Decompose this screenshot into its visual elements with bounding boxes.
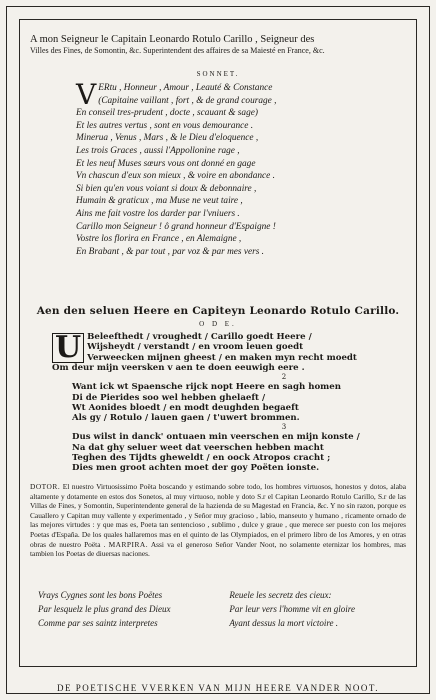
verse-line: Comme par ses saintz interpretes [38,618,158,628]
commentary-text: Assi va el generoso Señor Vander Noot, no solamente eternizar los hombres, mas tambien los Poetas de diuersas naciones. [30,539,407,559]
verse-line: Wt Aonides bloedt / en modt deughden begaeft [72,402,299,413]
spanish-commentary [30,482,406,559]
ode-label: O D E. [199,320,237,328]
drop-cap: U [52,333,84,363]
verse-line: (Capitaine vaillant , fort , & de grand courage , [98,95,277,106]
verse-line: Om deur mijn veersken v aen te doen eeuwigh eere . [52,363,305,373]
dutch-ode [52,332,396,474]
verse-line: Als gy / Rotulo / lauen gaen / t'uwert brommen. [72,413,300,424]
verse-line: Di de Pierides soo wel hebben ghelaeft / [72,392,266,403]
verse-line: Et les neuf Muses sœurs vous ont donné en gage [76,158,256,169]
closing-left-column [38,588,215,630]
verse-line: Vostre los florira en France , en Alemaigne , [76,234,242,245]
verse-line: Et les autres vertus , sont en vous demourance . [76,120,254,131]
verse-line: Wijsheydt / verstandt / en vroom leuen goedt [87,342,304,353]
verse-line: Want ick wt Spaensche rijck nopt Heere en sagh homen [72,382,341,393]
closing-verses [38,588,406,630]
speaker-name: MARPIRA. [108,539,149,549]
commentary-text: El nuestro Virtuosissimo Poëta boscando y estimando sobre todo, los hombres virtuosos, honestos y dotos, alaba altamente y dotamente en estos dos Sonetos, al muy virtuoso, noble y doto S.r el Capitan Leonardo Rotulo Carillo, S.r de las Villas de Fines, y Somontin, Superintendente general de la hazienda de su Magestad en Francia, &c. Y no sin razon, porque es Cauallero y Capitan muy vallente y experimentado , y Señor muy gracioso , labio, manseuto y humano , ricamente ornado de las mejores virtudes : y que mas es, Poeta tan sentencioso , sublimo , dulce y graue , que merece ser puesto con los mejores Poetas d'España. De los quales hallaremos mas en el quinto de las Olympiados, en el primero libro de los Amores, y en otras obras de nuestro Poëta . [30,482,406,549]
running-footer: DE POETISCHE VVERKEN VAN MIJN HEERE VANDER NOOT. [56,683,379,693]
verse-line: Verweecken mijnen gheest / en maken myn recht moedt [87,352,357,363]
verse-line: Si bien qu'en vous voiant si doux & debonnaire , [76,183,257,194]
verse-line: En Brabant , & par tout , par voz & par mes vers . [76,246,264,257]
page-frame [6,6,430,694]
verse-line: Reuele les secretz des cieux: [229,590,332,600]
stanza-number: 2 [281,373,287,382]
dedication [30,34,406,56]
verse-line: En conseil tres-prudent , docte , scauant & sage) [76,108,258,119]
verse-line: Dus wilst in danck' ontuaen min veerschen en mijn konste / [72,432,360,443]
drop-cap: V [76,78,97,111]
verse-line: Par leur vers l'homme vit en gloire [229,604,355,614]
verse-line: ERtu , Honneur , Amour , Leauté & Constance [98,83,273,93]
speaker-name: DOTOR. [30,482,61,491]
verse-line: Humain & graticux , ma Muse ne veut taire , [76,196,243,207]
text-block-frame [19,19,417,667]
sonnet-label: SONNET. [196,70,240,78]
dedication-line-1: A mon Seigneur le Capitain Leonardo Rotulo Carillo , Seigneur des [30,34,315,45]
verse-line: Vn chascun d'eux son mieux , & voire en abondance . [76,171,275,182]
verse-line: Ayant dessus la mort victoire . [229,618,339,628]
verse-line: Minerua , Venus , Mars , & le Dieu d'eloquence , [76,133,259,144]
closing-right-column [229,588,406,630]
verse-line: Vrays Cygnes sont les bons Poëtes [38,590,163,600]
verse-line: Na dat ghy seluer weet dat veerschen hebben macht [72,442,324,453]
verse-line: Ains me fait vostre los darder par l'vniuers . [76,208,240,219]
verse-line: Par lesquelz le plus grand des Dieux [38,604,171,614]
french-sonnet [76,78,396,258]
verse-line: Teghen des Tijdts gheweldt / en oock Atropos cracht ; [72,453,331,464]
stanza-number: 3 [281,423,287,432]
dedication-line-2: Villes des Fines, de Somontin, &c. Superintendent des affaires de sa Maiesté en France, &c. [30,46,325,55]
verse-line: Beleefthedt / vroughedt / Carillo goedt Heere / [87,332,312,342]
verse-line: Carillo mon Seigneur ! ô grand honneur d'Espaigne ! [76,221,276,232]
dutch-heading: Aen den seluen Heere en Capiteyn Leonardo Rotulo Carillo. [36,305,400,317]
verse-line: Les trois Graces , aussi l'Appollonine rage , [76,145,240,156]
verse-line: Dies men groot achten moet der goy Poëten ionste. [72,463,320,474]
